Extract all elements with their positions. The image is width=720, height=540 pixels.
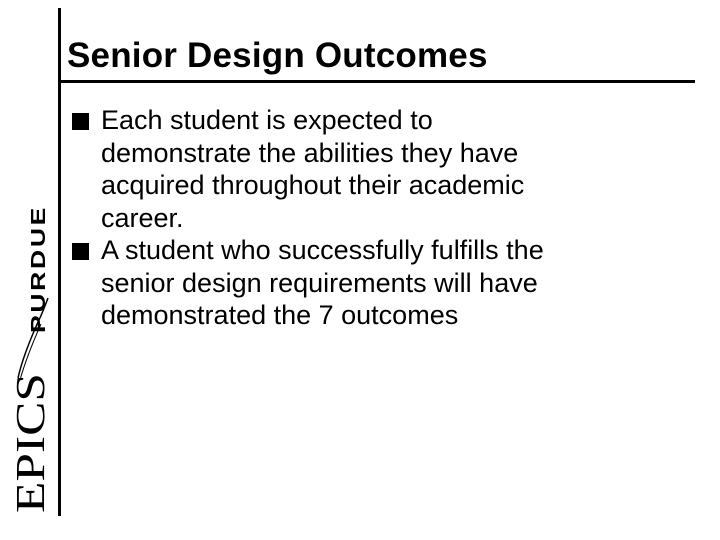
bullet-line: A student who successfully fulfills the xyxy=(101,235,544,265)
square-bullet-icon xyxy=(72,113,89,130)
vertical-rule xyxy=(58,8,61,516)
bullet-line: acquired throughout their academic xyxy=(101,170,525,200)
epics-purdue-logo-icon xyxy=(0,0,56,540)
bullet-line: demonstrate the abilities they have xyxy=(101,137,519,168)
list-item xyxy=(72,234,672,332)
title-underline xyxy=(58,80,695,83)
logo-purdue-text: PURDUE xyxy=(28,236,50,333)
logo-graphic xyxy=(0,0,56,540)
bullet-line: Each student is expected to xyxy=(101,105,433,135)
square-bullet-icon xyxy=(72,243,89,260)
slide-title: Senior Design Outcomes xyxy=(67,36,488,75)
bullet-line: senior design requirements will have xyxy=(101,267,538,298)
list-item xyxy=(72,104,672,234)
bullet-line: career. xyxy=(101,202,184,233)
bullet-line: demonstrated the 7 outcomes xyxy=(101,300,459,330)
logo-epics-text: EPICS xyxy=(7,401,53,513)
bullet-list xyxy=(72,104,672,332)
